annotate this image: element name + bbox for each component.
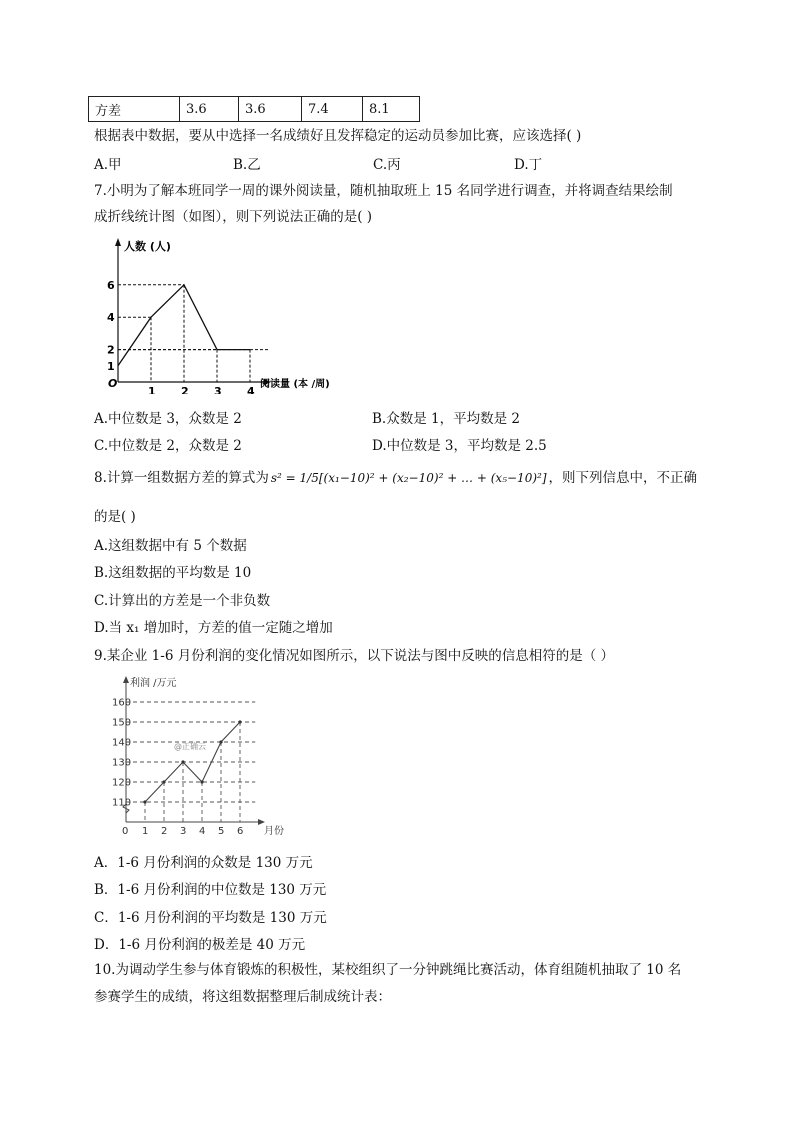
origin-label: 0 — [122, 826, 129, 837]
q9-text: 9.某企业 1-6 月份利润的变化情况如图所示，以下说法与图中反映的信息相符的是（ ） — [94, 648, 614, 664]
y-tick-label: 2 — [107, 343, 115, 357]
q9-option-a: A．1-6 月份利润的众数是 130 万元 — [94, 855, 313, 871]
data-point — [143, 800, 146, 803]
profit-line-chart — [112, 674, 302, 840]
q7-option-d: D.中位数是 3，平均数是 2.5 — [372, 438, 547, 454]
data-point — [181, 760, 184, 763]
origin-label: O — [108, 377, 118, 390]
q6-option-a: A.甲 — [94, 157, 122, 173]
x-tick-label: 2 — [181, 385, 189, 394]
q7-option-a: A.中位数是 3，众数是 2 — [94, 411, 242, 427]
q8-option-a: A.这组数据中有 5 个数据 — [94, 538, 247, 554]
q7-line2: 成折线统计图（如图），则下列说法正确的是( ) — [94, 209, 373, 225]
q8-line1-post: ，则下列信息中，不正确 — [548, 470, 697, 486]
x-axis-arrow — [258, 819, 265, 825]
x-tick-label: 4 — [247, 385, 255, 394]
y-axis-label: 人数 (人) — [124, 240, 171, 253]
q6-option-c: C.丙 — [373, 157, 401, 173]
q8-option-b: B.这组数据的平均数是 10 — [94, 565, 252, 581]
y-tick-label: 160 — [112, 697, 132, 709]
data-point — [219, 740, 222, 743]
variance-formula: s² = 1/5[(x₁−10)² + (x₂−10)² + … + (x₅−10)²] — [270, 471, 547, 485]
q10-line1: 10.为调动学生参与体育锻炼的积极性，某校组织了一分钟跳绳比赛活动，体育组随机抽取了 10 名 — [94, 962, 682, 978]
x-tick-label: 6 — [237, 826, 244, 837]
q10-line2: 参赛学生的成绩，将这组数据整理后制成统计表： — [94, 989, 391, 1005]
q8-option-c: C.计算出的方差是一个非负数 — [94, 593, 271, 609]
x-tick-label: 4 — [199, 826, 206, 837]
data-point — [238, 720, 241, 723]
x-tick-label: 3 — [180, 826, 187, 837]
table-cell: 方差 — [89, 97, 180, 122]
y-tick-label: 4 — [107, 311, 115, 325]
q9-option-d: D．1-6 月份利润的极差是 40 万元 — [94, 937, 306, 953]
q9-option-b: B．1-6 月份利润的中位数是 130 万元 — [94, 882, 327, 898]
x-axis-label: 月份 — [264, 826, 284, 837]
data-point — [162, 780, 165, 783]
q7-line1: 7.小明为了解本班同学一周的课外阅读量，随机抽取班上 15 名同学进行调查，并将调查结果绘制 — [94, 183, 673, 199]
y-tick-label: 6 — [107, 278, 115, 292]
q6-option-d: D.丁 — [514, 157, 543, 173]
table-cell: 7.4 — [302, 97, 363, 122]
guide-lines — [126, 702, 255, 822]
q6-option-b: B.乙 — [233, 157, 261, 173]
y-axis-arrow — [115, 238, 121, 246]
table-cell: 3.6 — [180, 97, 239, 122]
y-tick-label: 140 — [112, 737, 132, 749]
y-tick-label: 130 — [112, 757, 132, 769]
x-tick-label: 3 — [214, 385, 222, 394]
y-tick-label: 1 — [107, 359, 115, 373]
y-tick-label: 150 — [112, 717, 132, 729]
x-tick-label: 2 — [161, 826, 168, 837]
q8-option-d: D.当 x₁ 增加时，方差的值一定随之增加 — [94, 620, 333, 636]
table-cell: 3.6 — [239, 97, 302, 122]
x-tick-label: 1 — [148, 385, 156, 394]
variance-table — [88, 96, 420, 122]
q7-option-b: B.众数是 1，平均数是 2 — [372, 411, 520, 427]
reading-line-chart — [100, 236, 360, 394]
q8-line2: 的是( ) — [94, 509, 136, 525]
q8-line1 — [94, 468, 697, 488]
watermark-text: @正确云 — [174, 742, 206, 751]
x-tick-label: 1 — [142, 826, 149, 837]
y-tick-label: 110 — [112, 797, 132, 809]
q8-line1-pre: 8.计算一组数据方差的算式为 — [94, 470, 269, 486]
table-cell: 8.1 — [363, 97, 420, 122]
x-axis-label: 阅读量 (本 /周) — [260, 379, 330, 390]
y-axis-label: 利润 /万元 — [130, 678, 177, 689]
x-tick-label: 5 — [218, 826, 225, 837]
q7-option-c: C.中位数是 2，众数是 2 — [94, 438, 242, 454]
data-point — [200, 780, 203, 783]
y-tick-label: 120 — [112, 777, 132, 789]
y-axis-arrow — [123, 676, 129, 683]
q6-text: 根据表中数据，要从中选择一名成绩好且发挥稳定的运动员参加比赛，应该选择( ) — [94, 128, 582, 144]
q9-option-c: C．1-6 月份利润的平均数是 130 万元 — [94, 910, 327, 926]
